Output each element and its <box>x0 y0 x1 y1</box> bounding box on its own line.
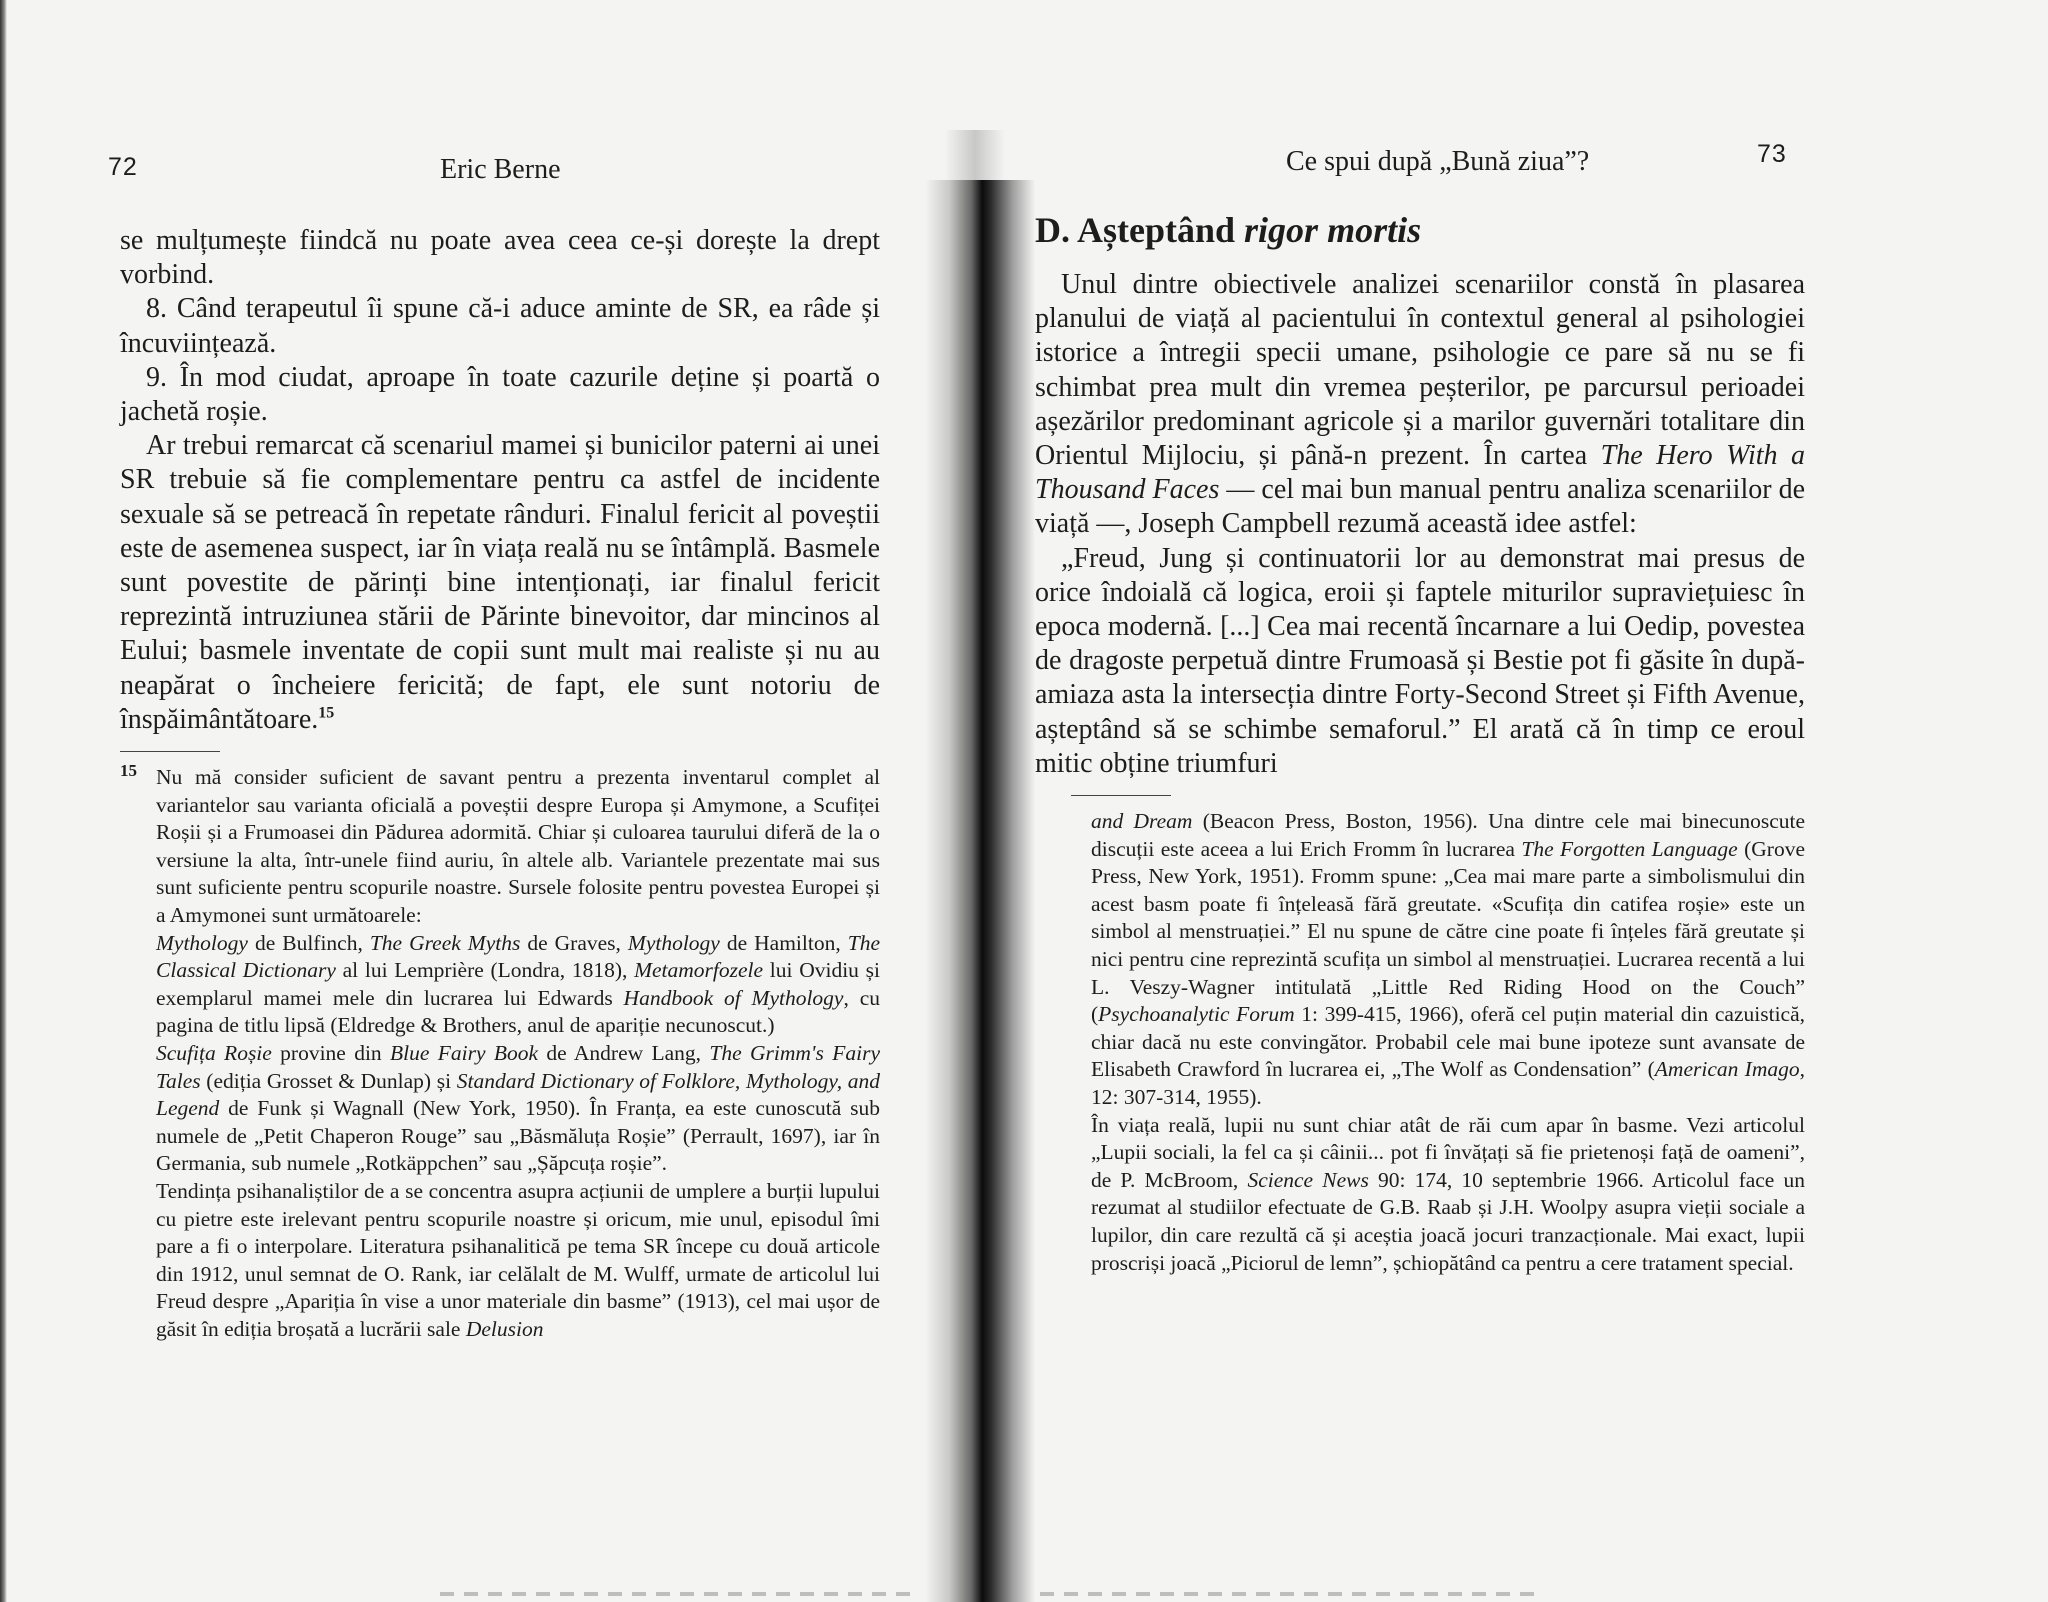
fn-title: The Greek Myths <box>369 930 521 955</box>
footnote-15-p4 <box>120 1178 880 1344</box>
left-footnote <box>120 760 880 1343</box>
fn-text: de Bulfinch, <box>247 930 370 955</box>
right-page-number: 73 <box>1757 140 1787 168</box>
right-footnote-rule <box>1071 795 1171 796</box>
fn-title: Metamorfozele <box>634 958 764 983</box>
book-title: The Hero With a Thousand Faces <box>1035 440 1806 506</box>
footnote-15-p2 <box>120 930 880 1040</box>
scan-left-edge <box>0 0 7 1602</box>
fn-text: (Grove Press, New York, 1951). Fromm spune: „Cea mai mare parte a simbolismului din acest basm poate fi înțeleasă fără greutate. «Scufița din catifea roșie» este un simbol al menstruației.” El nu spune de către cine poate fi înțeles fără greutate și nici pentru cine reprezintă scufița un simbol al menstruației. Lucrarea recentă a lui L. Veszy-Wagner intitulată „Little Red Riding Hood on the Couch” ( <box>1091 836 1805 1027</box>
fn-text: 1: 399-415, 1966), oferă cel puțin material din cazuistică, chiar dacă nu este convingător. Probabil cele mai bune ipoteze sunt avansate de Elisabeth Crawford în lucrarea ei, „The Wolf as Condensation” ( <box>1091 1002 1806 1082</box>
fn-text: (Beacon Press, Boston, 1956). Una dintre cele mai binecunoscute discuții este aceea a lui Erich Fromm în lucrarea <box>1091 809 1806 861</box>
fn-text: , cu pagina de titlu lipsă (Eldredge & Brothers, anul de apariție necunoscut.) <box>156 985 880 1038</box>
left-para-main <box>120 429 880 737</box>
section-heading <box>1035 210 1805 250</box>
fn-title: Psychoanalytic Forum <box>1098 1002 1295 1027</box>
fn-title: Delusion <box>465 1316 544 1341</box>
left-para-continuation: se mulțumește fiindcă nu poate avea ceea ce-și dorește la drept vorbind. <box>120 225 880 291</box>
footnote-15-p1-text: Nu mă consider suficient de savant pentru a prezenta inventarul complet al variantelor sau varianta oficială a poveștii despre Europa și Amymone, a Scufiței Roșii și a Frumoasei din Pădurea adormită. Chiar și culoarea taurului diferă de la o versiune la alta, într-unele fiind auriu, în altele alb. Variantele prezentate mai sus sunt suficiente pentru scopurile noastre. Sursele folosite pentru povestea Europei și a Amymonei sunt următoarele: <box>156 765 880 928</box>
left-para-main-text: Ar trebui remarcat că scenariul mamei și bunicilor paterni ai unei SR trebuie să fie complementare pentru ca astfel de incidente sexuale să se petreacă în repetate rânduri. Finalul fericit al poveștii este de asemenea suspect, iar în viața reală nu se întâmplă. Basmele sunt povestite de părinți bine intenționați, iar finalul fericit reprezintă intruziunea stării de Părinte binevoitor, dar mincinos al Eului; basmele inventate de copii sunt mult mai realiste și nu au neapărat o încheiere fericită; de fapt, ele sunt notoriu de înspăimântătoare. <box>120 430 880 735</box>
fn-title: Mythology <box>156 930 248 955</box>
fn-text: de Graves, <box>520 930 628 955</box>
fn-text: , 12: 307-314, 1955). <box>1091 1057 1805 1109</box>
footnote-ref-15: 15 <box>318 704 335 722</box>
left-para-item-8: 8. Când terapeutul îi spune că-i aduce aminte de SR, ea râde și încuviințează. <box>120 293 880 359</box>
right-body <box>1035 268 1805 781</box>
fn-text: În viața reală, lupii nu sunt chiar atât de răi cum apar în basme. Vezi articolul „Lupii sociali, la fel ca și câinii... pot fi învățați să fie prietenoși față de oameni”, de P. McBroom, <box>1091 1112 1805 1192</box>
fn-title: Blue Fairy Book <box>390 1040 539 1065</box>
right-para-1-text: Unul dintre obiectivele analizei scenariilor constă în plasarea planului de viață al pacientului în contextul general al psihologiei istorice a întregii specii umane, psihologie ce pare să nu se fi schimbat prea mult din vremea peșterilor, pe parcursul perioadei așezărilor predominant agricole și a marilor guvernări totalitare din Orientul Mijlociu, și până-n prezent. În cartea <box>1035 269 1805 472</box>
left-page <box>120 224 880 1344</box>
fn-text: provine din <box>271 1040 391 1065</box>
fn-title: Science News <box>1247 1167 1369 1192</box>
section-heading-prefix: D. Așteptând <box>1035 210 1245 250</box>
fn-title: The Classical Dictionary <box>156 930 880 983</box>
fn-title: Mythology <box>627 930 720 955</box>
fn-title: American Imago <box>1654 1057 1800 1082</box>
footnote-15-p3 <box>120 1040 880 1178</box>
left-para-item-9: 9. În mod ciudat, aproape în toate cazurile deține și poartă o jachetă roșie. <box>120 361 880 428</box>
fn-text: de Andrew Lang, <box>538 1040 710 1065</box>
fn-title: Scufița Roșie <box>156 1040 272 1065</box>
scan-bottom-edge-left <box>440 1592 920 1596</box>
fn-text: (ediția Grosset & Dunlap) și <box>200 1068 457 1093</box>
left-page-number: 72 <box>108 153 138 181</box>
right-page <box>1035 210 1805 1277</box>
footnote-15-p1: 15 Nu mă consider suficient de savant pentru a prezenta inventarul complet al variantelor sau varianta oficială a poveștii despre Europa și Amymone, a Scufiței Roșii și a Frumoasei din Pădurea adormită. Chiar și culoarea taurului diferă de la o versiune la alta, într-unele fiind auriu, în altele alb. Variantele prezentate mai sus sunt suficiente pentru scopurile noastre. Sursele folosite pentru povestea Europei și a Amymonei sunt următoarele: <box>120 760 880 928</box>
fn-title: Handbook of Mythology <box>623 985 844 1010</box>
right-para-1-text: — cel mai bun manual pentru analiza scenariilor de viață —, Joseph Campbell rezumă această idee astfel: <box>1035 474 1805 540</box>
fn-text: 90: 174, 10 septembrie 1966. Articolul face un rezumat al studiilor efectuate de G.B. Raab și J.H. Woolpy asupra vieții sociale a lupilor, din care rezultă că și aceștia joacă jocuri tranzacționale. Mai exact, lupii proscriși joacă „Piciorul de lemn”, șchiopătând ca pentru a cere tratament special. <box>1091 1167 1805 1275</box>
fn-title: and Dream <box>1091 809 1193 834</box>
fn-text: al lui Lemprière (Londra, 1818), <box>335 958 635 983</box>
section-heading-italic: rigor mortis <box>1244 210 1422 250</box>
book-gutter-shadow <box>925 180 1035 1602</box>
fn-title: Standard Dictionary of Folklore, Mythology, and Legend <box>156 1068 880 1121</box>
fn-title: The Grimm's Fairy Tales <box>156 1040 880 1093</box>
right-footnote-p2 <box>1091 1112 1805 1278</box>
left-running-head: Eric Berne <box>440 154 561 185</box>
fn-text: lui Ovidiu și exemplarul mamei mele din lucrarea lui Edwards <box>156 958 880 1010</box>
scan-bottom-edge-right <box>1040 1592 1540 1596</box>
fn-text: de Funk și Wagnall (New York, 1950). În Franța, ea este cunoscută sub numele de „Petit Chaperon Rouge” sau „Băsmăluța Roșie” (Perrault, 1697), iar în Germania, sub numele „Rotkäppchen” sau „Șăpcuța roșie”. <box>156 1096 880 1176</box>
right-para-quote: „Freud, Jung și continuatorii lor au demonstrat mai presus de orice îndoială că logica, eroii și faptele miturilor supraviețuiesc în epoca modernă. [...] Cea mai recentă încarnare a lui Oedip, povestea de dragoste perpetuă dintre Frumoasă și Bestie pot fi găsite în după-amiaza asta la intersecția dintre Forty-Second Street și Fifth Avenue, așteptând să se schimbe semaforul.” El arată că în timp ce eroul mitic obține triumfuri <box>1035 542 1805 779</box>
left-body <box>120 224 880 737</box>
fn-text: Tendința psihanaliștilor de a se concentra asupra acțiunii de umplere a burții lupului cu pietre este irelevant pentru scopurile noastre și oricum, mie unul, episodul îmi pare a fi o interpolare. Literatura psihanalitică pe tema SR începe cu două articole din 1912, unul semnat de O. Rank, iar celălalt de M. Wulff, urmate de articolul lui Freud despre „Apariția în vise a unor materiale din basme” (1913), cel mai ușor de găsit în ediția broșată a lucrării sale <box>156 1178 880 1341</box>
right-footnote-continuation <box>1035 808 1805 1277</box>
right-running-head: Ce spui după „Bună ziua”? <box>1286 146 1590 177</box>
fn-text: de Hamilton, <box>719 930 848 955</box>
fn-title: The Forgotten Language <box>1521 836 1738 861</box>
left-footnote-rule <box>120 751 220 752</box>
right-footnote-p1 <box>1091 808 1805 1112</box>
right-para-1 <box>1035 268 1805 542</box>
